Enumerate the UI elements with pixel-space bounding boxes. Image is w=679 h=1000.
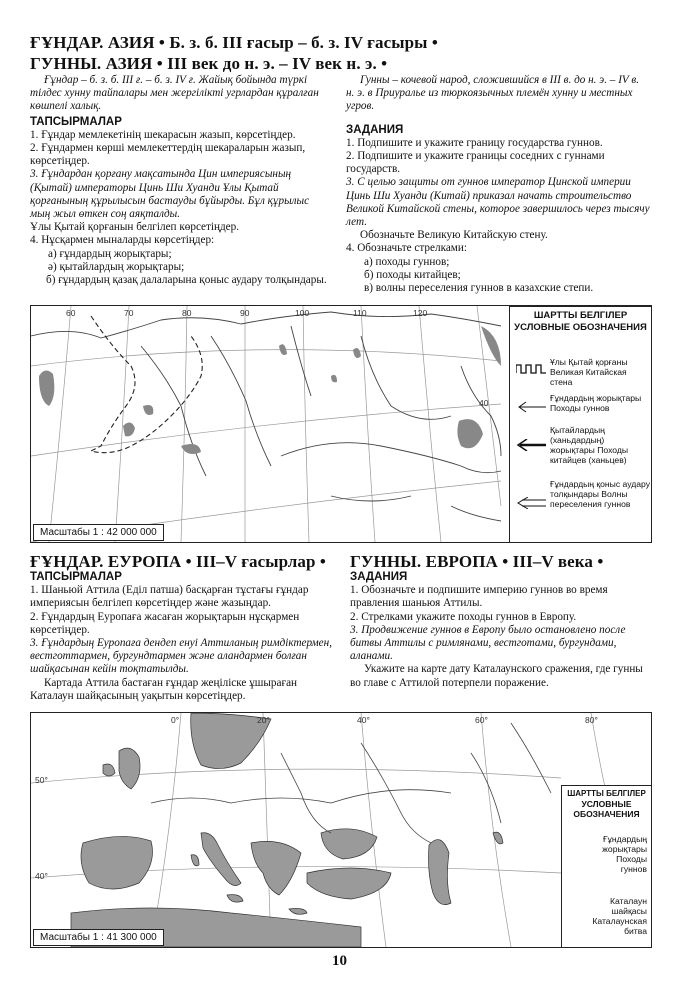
- asia-map-scale: Масштабы 1 : 42 000 000: [33, 524, 164, 541]
- page-number: 10: [332, 953, 347, 969]
- europe-legend-title-ru: УСЛОВНЫЕ ОБОЗНАЧЕНИЯ: [573, 799, 640, 819]
- asia-degree-110: 110: [353, 308, 367, 318]
- asia-degree-70: 70: [124, 308, 134, 318]
- asia-task-ru-3: 3. С целью защиты от гуннов император Цинской империи Цинь Ши Хуанди (Китай) приказал начать строительство Великой Китайской стены, которое завершилось через тысячу лет.: [346, 176, 650, 229]
- asia-title-ru: ГУННЫ. АЗИЯ • III век до н. э. – IV век н. э. •: [30, 54, 388, 73]
- asia-task-ru-3b: Обозначьте Великую Китайскую стену.: [360, 229, 548, 242]
- asia-task-ru-4: 4. Обозначьте стрелками:: [346, 242, 467, 255]
- europe-degree-0: 0°: [171, 715, 180, 725]
- asia-degree-120: 120: [413, 308, 428, 318]
- asia-task-ru-2: 2. Подпишите и укажите границы соседних с гуннами государств.: [346, 150, 605, 176]
- wall-symbol-icon: [516, 363, 546, 375]
- asia-tasks-label-ru: ЗАДАНИЯ: [346, 123, 404, 136]
- europe-task-ru-1: 1. Обозначьте и подпишите империю гуннов во время правления шаньюя Аттилы.: [350, 584, 608, 610]
- europe-legend-huns: Ғұндардың жорықтары Походы гуннов: [602, 834, 647, 874]
- asia-degree-40: 40: [479, 398, 489, 408]
- europe-ru-column: [350, 571, 652, 690]
- europe-legend-battle: Каталаун шайқасы Каталаунская битва: [592, 896, 647, 936]
- asia-task-kz-4a: а) ғұндардың жорықтары;: [48, 247, 172, 260]
- europe-task-ru-2: 2. Стрелками укажите походы гуннов в Европу.: [350, 610, 577, 623]
- europe-degree-40-left: 40°: [35, 871, 48, 881]
- asia-degree-80: 80: [182, 308, 192, 318]
- asia-task-ru-4a: а) походы гуннов;: [364, 255, 450, 268]
- europe-degree-60: 60°: [475, 715, 488, 725]
- europe-map[interactable]: [30, 712, 652, 948]
- asia-intro-ru: Гунны – кочевой народ, сложившийся в III в. до н. э. – IV в. н. э. в Приуралье из тюркоязычных племён хунну и местных угров.: [346, 74, 639, 113]
- europe-map-drawing: [31, 713, 651, 947]
- asia-kz-column: [30, 74, 332, 287]
- europe-task-ru-4: Укажите на карте дату Каталаунского сражения, где гунны во главе с Аттилой потерпели поражение.: [350, 663, 643, 689]
- asia-ru-column: [346, 74, 650, 295]
- migration-wave-arrow-icon: [516, 497, 546, 509]
- europe-title-ru: ГУННЫ. ЕВРОПА • III–V века •: [350, 552, 604, 571]
- asia-task-kz-4b: ә) қытайлардың жорықтары;: [48, 260, 185, 273]
- asia-task-kz-3b: Ұлы Қытай қорғанын белгілеп көрсетіңдер.: [30, 221, 240, 234]
- asia-legend-waves: Ғұндардың қоныс аудару толқындары Волны переселения гуннов: [550, 479, 651, 509]
- asia-task-kz-4c: б) ғұндардың қазақ далаларына қоныс аудару толқындары.: [46, 274, 327, 287]
- europe-degree-40-top: 40°: [357, 715, 370, 725]
- asia-task-kz-2: 2. Ғұндармен көрші мемлекеттердің шекараларын жазып, көрсетіңдер.: [30, 142, 306, 168]
- europe-degree-20: 20°: [257, 715, 270, 725]
- asia-legend-china: Қытайлардың (ханьдардың) жорықтары Походы китайцев (ханьцев): [550, 425, 629, 465]
- asia-degree-90: 90: [240, 308, 250, 318]
- asia-intro-kz: Ғұндар – б. з. б. ІІІ ғ. – б. з. ІV ғ. Жайық бойында түркі тілдес хунну тайпалары мен жергілікті угрлардан құралған көшпелі халық.: [30, 74, 319, 113]
- europe-tasks-label-kz: ТАПСЫРМАЛАР: [30, 571, 122, 583]
- asia-map[interactable]: [30, 305, 652, 543]
- europe-task-kz-2: 2. Ғұндардың Еуропаға жасаған жорықтарын нұсқармен көрсетіңдер.: [30, 610, 300, 636]
- europe-map-legend: [561, 785, 652, 948]
- europe-task-ru-3: 3. Продвижение гуннов в Европу было остановлено после битвы Аттилы с римлянами, вестготами, бургундами, аланами.: [350, 623, 626, 663]
- asia-title-kz: ҒҰНДАР. АЗИЯ • Б. з. б. ІІІ ғасыр – б. з. ІV ғасыры •: [30, 33, 438, 52]
- europe-kz-column: [30, 571, 336, 703]
- asia-tasks-label-kz: ТАПСЫРМАЛАР: [30, 115, 122, 128]
- europe-legend-title-kz: ШАРТТЫ БЕЛГІЛЕР: [567, 789, 646, 798]
- europe-title-kz: ҒҰНДАР. ЕУРОПА • ІІІ–V ғасырлар •: [30, 552, 326, 571]
- asia-task-ru-4c: в) волны переселения гуннов в казахские степи.: [364, 282, 594, 295]
- europe-task-kz-1: 1. Шаньюй Аттила (Еділ патша) басқарған тұстағы ғұндар империясын белгілеп көрсетіңдер және жазыңдар.: [30, 584, 309, 610]
- asia-map-legend: [509, 306, 652, 543]
- asia-task-ru-1: 1. Подпишите и укажите границу государства гуннов.: [346, 136, 603, 149]
- huns-campaign-arrow-icon: [516, 401, 546, 413]
- asia-task-kz-3: 3. Ғұндардан қорғану мақсатында Цин империясының (Қытай) императоры Цинь Ши Хуанди Ұлы Қытай қорғанының құрылысын бастауды бұйырды. Бұл құрылыс мың жыл өткен соң аяқталды.: [30, 168, 310, 221]
- asia-legend-title-kz: ШАРТТЫ БЕЛГІЛЕР: [533, 310, 628, 321]
- asia-task-kz-4: 4. Нұсқармен мыналарды көрсетіңдер:: [30, 234, 215, 247]
- europe-task-kz-4: Картада Аттила бастаған ғұндар жеңіліске ұшыраған Каталаун шайқасының уақытын көрсетіңдер.: [30, 676, 298, 702]
- asia-degree-100: 100: [295, 308, 310, 318]
- europe-task-kz-3: 3. Ғұндардың Еуропаға дендеп енуі Аттиланың римдіктермен, вестготтармен, бургундтармен және аландармен болған шайқасынан кейін тоқтатылды.: [30, 637, 332, 676]
- china-campaign-arrow-icon: [516, 439, 546, 451]
- asia-legend-title-ru: УСЛОВНЫЕ ОБОЗНАЧЕНИЯ: [514, 321, 647, 333]
- europe-degree-80: 80°: [585, 715, 598, 725]
- europe-degree-50: 50°: [35, 775, 48, 785]
- europe-tasks-label-ru: ЗАДАНИЯ: [350, 571, 408, 583]
- asia-legend-wall: Ұлы Қытай қорғаны Великая Китайская стена: [550, 357, 628, 387]
- asia-degree-60: 60: [66, 308, 76, 318]
- asia-task-ru-4b: б) походы китайцев;: [364, 268, 461, 281]
- asia-task-kz-1: 1. Ғұндар мемлекетінің шекарасын жазып, көрсетіңдер.: [30, 128, 296, 141]
- asia-legend-huns: Ғұндардың жорықтары Походы гуннов: [550, 393, 642, 413]
- europe-map-scale: Масштабы 1 : 41 300 000: [33, 929, 164, 946]
